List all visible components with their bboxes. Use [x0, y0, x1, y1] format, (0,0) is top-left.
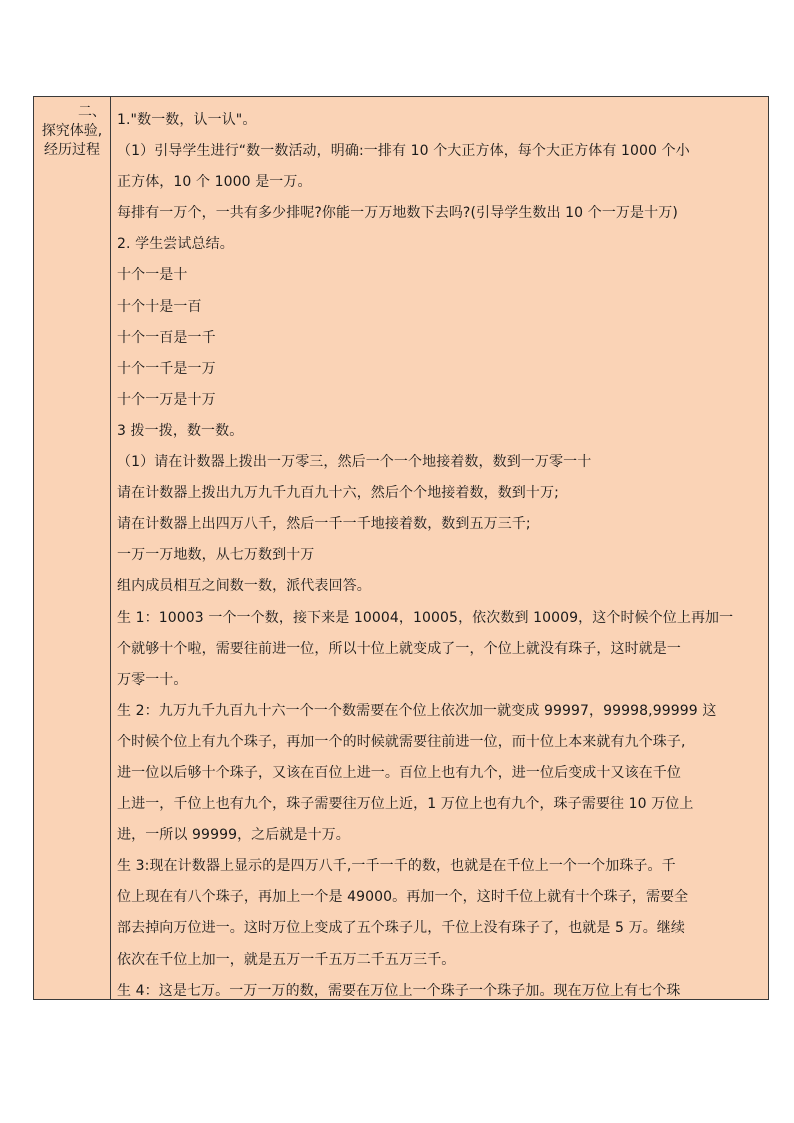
- content-line: （1）引导学生进行“数一数活动，明确:一排有 10 个大正方体，每个大正方体有 1000 个小: [117, 143, 690, 160]
- content-line: 1."数一数，认一认"。: [117, 112, 257, 128]
- content-line: 一万一万地数，从七万数到十万: [117, 547, 315, 564]
- section-heading-cell: [34, 97, 111, 999]
- content-line: 请在计数器上出四万八千，然后一千一千地接着数，数到五万三千;: [117, 516, 531, 533]
- content-line: 十个十是一百: [117, 298, 202, 315]
- lesson-table: [33, 96, 769, 1000]
- content-line: 个时候个位上有九个珠子，再加一个的时候就需要往前进一位，而十位上本来就有九个珠子,: [117, 733, 686, 750]
- content-line: 个就够十个啦，需要往前进一位，所以十位上就变成了一，个位上就没有珠子，这时就是一: [117, 640, 681, 657]
- content-line: 生 1：10003 一个一个数，接下来是 10004，10005，依次数到 10009，这个时候个位上再加一: [117, 609, 734, 626]
- section-number: 二、: [78, 104, 106, 120]
- section-title-line-1: 探究体验,: [41, 123, 103, 139]
- content-line: 十个一是十: [117, 267, 188, 284]
- content-line: 部去掉向万位进一。这时万位上变成了五个珠子儿，千位上没有珠子了，也就是 5 万。继续: [117, 920, 686, 937]
- content-line: 生 3:现在计数器上显示的是四万八千,一千一千的数，也就是在千位上一个一个加珠子。千: [117, 858, 676, 875]
- content-line: 十个一百是一千: [117, 329, 216, 346]
- content-line: 依次在千位上加一，就是五万一千五万二千五万三千。: [117, 951, 456, 968]
- content-line: 十个一万是十万: [117, 391, 216, 408]
- section-content-cell: [111, 97, 768, 999]
- content-line: 组内成员相互之间数一数，派代表回答。: [117, 578, 371, 595]
- content-line: （1）请在计数器上拨出一万零三，然后一个一个地接着数，数到一万零一十: [117, 454, 592, 471]
- content-line: 进一位以后够十个珠子，又该在百位上进一。百位上也有九个，进一位后变成十又该在千位: [117, 764, 681, 781]
- content-line: 十个一千是一万: [117, 360, 216, 377]
- content-line: 生 2：九万九千九百九十六一个一个数需要在个位上依次加一就变成 99997，99998,99999 这: [117, 702, 717, 719]
- content-line: 位上现在有八个珠子，再加上一个是 49000。再加一个，这时千位上就有十个珠子，需要全: [117, 889, 689, 906]
- content-line: 上进一，千位上也有九个，珠子需要往万位上近，1 万位上也有九个，珠子需要往 10 万位上: [117, 796, 694, 813]
- content-line: 每排有一万个，一共有多少排呢?你能一万万地数下去吗?(引导学生数出 10 个一万是十万): [117, 205, 678, 222]
- content-line: 请在计数器上拨出九万九千九百九十六，然后个个地接着数，数到十万;: [117, 485, 559, 502]
- content-line: 2. 学生尝试总结。: [117, 236, 234, 253]
- content-line: 万零一十。: [117, 671, 188, 688]
- content-line: 3 拨一拨，数一数。: [117, 422, 244, 439]
- content-line: 正方体，10 个 1000 是一万。: [117, 174, 312, 191]
- content-line: 进，一所以 99999，之后就是十万。: [117, 827, 350, 844]
- content-line: 生 4：这是七万。一万一万的数，需要在万位上一个珠子一个珠子加。现在万位上有七个珠: [117, 982, 681, 999]
- section-title-line-2: 经历过程: [44, 142, 100, 158]
